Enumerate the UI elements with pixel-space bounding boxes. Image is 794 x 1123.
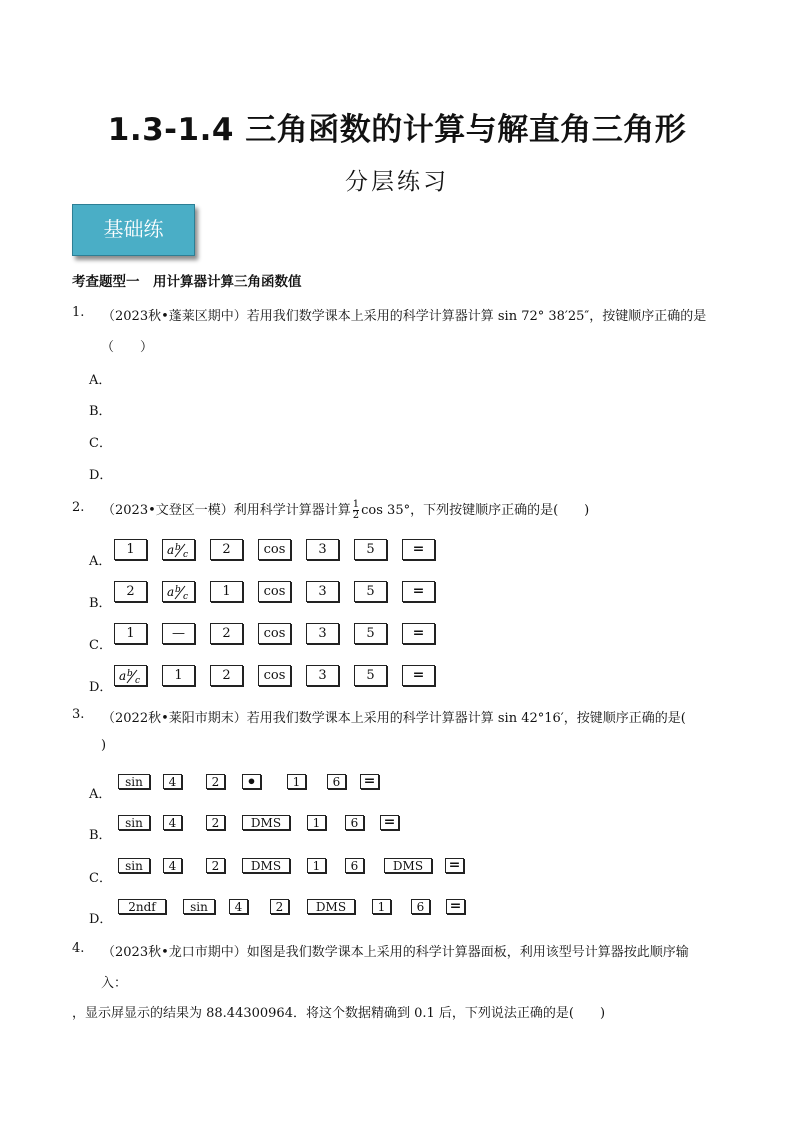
- question-4-continuation: 入：: [101, 976, 128, 991]
- q2-key-sequence-d: [114, 665, 450, 686]
- q2-option-d[interactable]: D．: [89, 680, 113, 695]
- digit-4-key: 4: [163, 858, 182, 873]
- digit-2-key: 2: [114, 581, 147, 602]
- digit-2-key: 2: [210, 539, 243, 560]
- q2-option-c[interactable]: C．: [89, 638, 112, 653]
- digit-1-key: 1: [162, 665, 195, 686]
- digit-3-key: 3: [306, 665, 339, 686]
- section-banner: 基础练: [72, 204, 195, 256]
- question-number: 2.: [72, 500, 85, 515]
- question-text-post: cos 35°，下列按键顺序正确的是( ): [361, 503, 590, 518]
- digit-3-key: 3: [306, 581, 339, 602]
- question-3-bracket: ): [101, 738, 107, 753]
- q2-option-a[interactable]: A．: [89, 554, 112, 569]
- question-text: （2022秋•莱阳市期末）若用我们数学课本上采用的科学计算器计算 sin 42°16′，按键顺序正确的是(: [102, 711, 686, 726]
- digit-1-key: 1: [307, 858, 326, 873]
- q2-key-sequence-b: [114, 581, 450, 602]
- equals-key: =: [360, 774, 379, 789]
- digit-4-key: 4: [163, 774, 182, 789]
- page-title: 1.3-1.4 三角函数的计算与解直角三角形: [107, 112, 687, 148]
- sin-key: sin: [118, 858, 150, 873]
- svg-text:a: a: [166, 542, 174, 557]
- q2-option-b[interactable]: B．: [89, 596, 112, 611]
- q3-option-c[interactable]: C．: [89, 871, 112, 886]
- equals-key: =: [446, 899, 465, 914]
- question-text: （2023秋•龙口市期中）如图是我们数学课本上采用的科学计算器面板，利用该型号计算器按此顺序输: [102, 945, 689, 960]
- digit-5-key: 5: [354, 623, 387, 644]
- svg-text:c: c: [182, 591, 188, 600]
- svg-text:b: b: [174, 584, 181, 595]
- q1-option-d[interactable]: D．: [89, 468, 113, 483]
- equals-key: =: [380, 815, 399, 830]
- fraction-key: [162, 581, 195, 602]
- dot-key: •: [242, 774, 261, 789]
- digit-5-key: 5: [354, 665, 387, 686]
- sin-key: sin: [118, 774, 150, 789]
- fraction-denominator: 2: [352, 510, 360, 521]
- digit-1-key: 1: [210, 581, 243, 602]
- digit-2-key: 2: [210, 623, 243, 644]
- svg-text:b: b: [126, 668, 133, 679]
- fraction: [353, 500, 359, 521]
- digit-1-key: 1: [114, 623, 147, 644]
- svg-text:b: b: [174, 542, 181, 553]
- q1-option-c[interactable]: C．: [89, 436, 112, 451]
- digit-3-key: 3: [306, 623, 339, 644]
- cos-key: cos: [258, 623, 291, 644]
- question-4-line2: ，显示屏显示的结果为 88.44300964．将这个数据精确到 0.1 后，下列说法正确的是( ): [72, 1006, 606, 1021]
- fraction-numerator: 1: [352, 499, 360, 510]
- dms-key: DMS: [307, 899, 355, 914]
- q1-option-a[interactable]: A．: [89, 373, 112, 388]
- q2-key-sequence-a: [114, 539, 450, 560]
- digit-5-key: 5: [354, 539, 387, 560]
- q1-option-b[interactable]: B．: [89, 404, 112, 419]
- second-function-key: 2ndf: [118, 899, 166, 914]
- svg-text:c: c: [134, 675, 140, 684]
- sin-key: sin: [118, 815, 150, 830]
- dms-key: DMS: [384, 858, 432, 873]
- digit-5-key: 5: [354, 581, 387, 602]
- cos-key: cos: [258, 665, 291, 686]
- question-1-bracket: （ ）: [101, 340, 154, 355]
- fraction-key: [114, 665, 147, 686]
- digit-1-key: 1: [287, 774, 306, 789]
- digit-1-key: 1: [307, 815, 326, 830]
- sin-key: sin: [183, 899, 215, 914]
- q3-option-b[interactable]: B．: [89, 828, 112, 843]
- digit-2-key: 2: [206, 815, 225, 830]
- digit-2-key: 2: [206, 774, 225, 789]
- minus-key: —: [162, 623, 195, 644]
- question-text-pre: （2023•文登区一模）利用科学计算器计算: [102, 503, 351, 518]
- digit-6-key: 6: [411, 899, 430, 914]
- digit-4-key: 4: [163, 815, 182, 830]
- digit-4-key: 4: [229, 899, 248, 914]
- q3-option-a[interactable]: A．: [89, 787, 112, 802]
- equals-key: =: [445, 858, 464, 873]
- digit-1-key: 1: [114, 539, 147, 560]
- fraction-key: [162, 539, 195, 560]
- svg-text:a: a: [118, 668, 126, 683]
- digit-2-key: 2: [270, 899, 289, 914]
- digit-2-key: 2: [210, 665, 243, 686]
- equals-key: =: [402, 623, 435, 644]
- dms-key: DMS: [242, 858, 290, 873]
- equals-key: =: [402, 539, 435, 560]
- question-text: （2023秋•蓬莱区期中）若用我们数学课本上采用的科学计算器计算 sin 72° 38′25″，按键顺序正确的是: [102, 309, 707, 324]
- cos-key: cos: [258, 539, 291, 560]
- equals-key: =: [402, 665, 435, 686]
- question-number: 4.: [72, 941, 85, 956]
- digit-6-key: 6: [345, 815, 364, 830]
- equals-key: =: [402, 581, 435, 602]
- svg-text:a: a: [166, 584, 174, 599]
- section-heading: 考查题型一 用计算器计算三角函数值: [72, 274, 302, 290]
- question-number: 1.: [72, 305, 85, 320]
- digit-2-key: 2: [206, 858, 225, 873]
- digit-1-key: 1: [372, 899, 391, 914]
- q3-option-d[interactable]: D．: [89, 912, 113, 927]
- question-text: [102, 499, 589, 521]
- svg-text:c: c: [182, 549, 188, 558]
- q2-key-sequence-c: [114, 623, 450, 644]
- question-number: 3.: [72, 707, 85, 722]
- page-subtitle: 分层练习: [345, 169, 449, 195]
- digit-3-key: 3: [306, 539, 339, 560]
- dms-key: DMS: [242, 815, 290, 830]
- cos-key: cos: [258, 581, 291, 602]
- digit-6-key: 6: [327, 774, 346, 789]
- digit-6-key: 6: [345, 858, 364, 873]
